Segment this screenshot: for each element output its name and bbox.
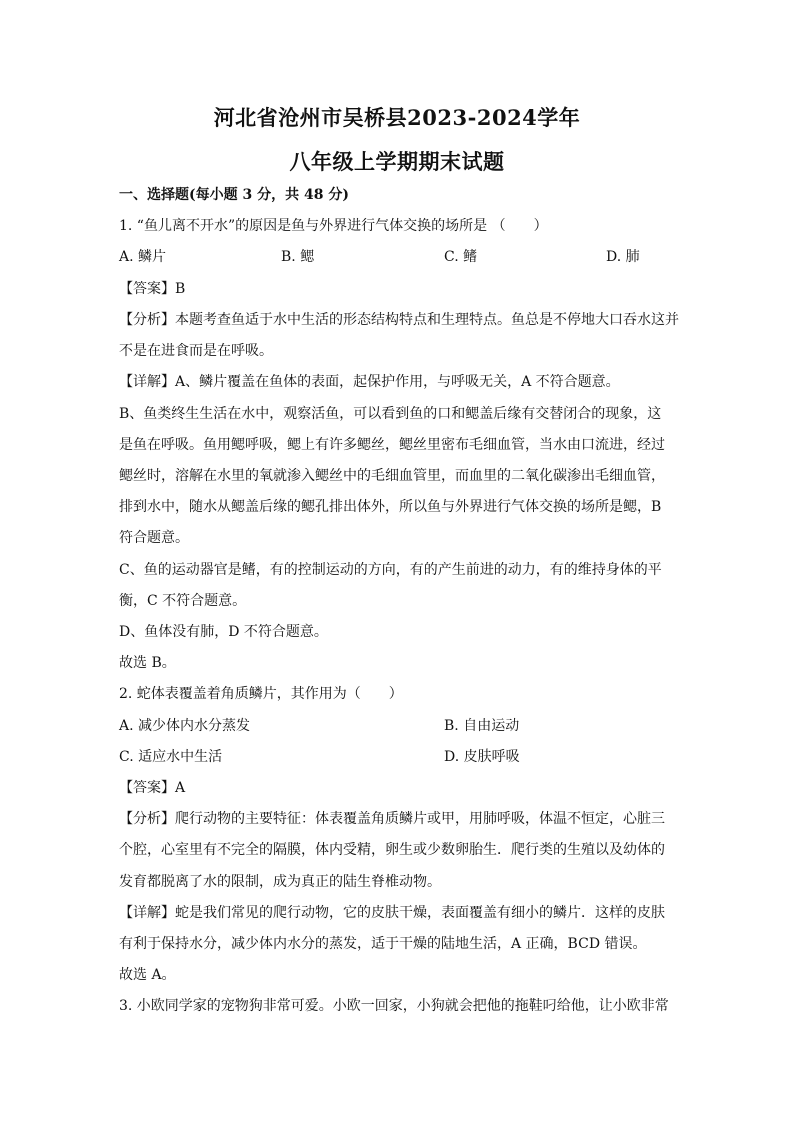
q1-analysis-line: 不是在进食而是在呼吸。 <box>119 343 273 359</box>
q2-option-c: C. 适应水中生活 <box>119 749 223 765</box>
q1-detail-line: 鳃丝时，溶解在水里的氧就渗入鳃丝中的毛细血管里，而血里的二氧化碳渗出毛细血管， <box>119 468 665 484</box>
q2-analysis-line: 【分析】爬行动物的主要特征：体表覆盖角质鳞片或甲，用肺呼吸，体温不恒定，心脏三 <box>119 811 665 827</box>
doc-title-line1: 河北省沧州市吴桥县2023-2024学年 <box>213 105 581 130</box>
q1-detail-line: 衡，C 不符合题意。 <box>119 593 247 609</box>
q1-option-a: A. 鳞片 <box>119 249 167 265</box>
q1-analysis-line: 【分析】本题考查鱼适于水中生活的形态结构特点和生理特点。鱼总是不停地大口吞水这并 <box>119 312 679 328</box>
q1-option-d: D. 肺 <box>606 249 640 265</box>
q1-detail-line: 符合题意。 <box>119 530 189 546</box>
q2-detail-line: 有利于保持水分，减少体内水分的蒸发，适于干燥的陆地生活，A 正确，BCD 错误。 <box>119 936 647 952</box>
q1-detail-line: 【详解】A、鳞片覆盖在鱼体的表面，起保护作用，与呼吸无关，A 不符合题意。 <box>119 374 620 390</box>
q2-choose: 故选 A。 <box>119 967 176 983</box>
q2-option-d: D. 皮肤呼吸 <box>444 749 520 765</box>
q2-detail-line: 【详解】蛇是我们常见的爬行动物，它的皮肤干燥，表面覆盖有细小的鳞片．这样的皮肤 <box>119 905 665 921</box>
q2-option-b: B. 自由运动 <box>444 718 520 734</box>
q1-detail-line: C、鱼的运动器官是鳍，有的控制运动的方向，有的产生前进的动力，有的维持身体的平 <box>119 562 662 578</box>
q1-answer: 【答案】B <box>119 281 186 297</box>
question-1-stem: 1. “鱼儿离不开水”的原因是鱼与外界进行气体交换的场所是 （ ） <box>119 218 548 234</box>
q1-detail-line: 排到水中，随水从鳃盖后缘的鳃孔排出体外，所以鱼与外界进行气体交换的场所是鳃，B <box>119 499 662 515</box>
q2-answer: 【答案】A <box>119 780 186 796</box>
q1-option-c: C. 鳍 <box>444 249 478 265</box>
question-2-stem: 2. 蛇体表覆盖着角质鳞片，其作用为（ ） <box>119 686 403 702</box>
question-3-stem: 3. 小欧同学家的宠物狗非常可爱。小欧一回家，小狗就会把他的拖鞋叼给他，让小欧非常 <box>119 998 669 1014</box>
doc-title-line2: 八年级上学期期末试题 <box>289 149 505 174</box>
q2-analysis-line: 个腔，心室里有不完全的隔膜，体内受精，卵生或少数卵胎生．爬行类的生殖以及幼体的 <box>119 842 665 858</box>
q1-detail-line: D、鱼体没有肺，D 不符合题意。 <box>119 624 328 640</box>
q1-choose: 故选 B。 <box>119 655 176 671</box>
q1-detail-line: B、鱼类终生生活在水中，观察活鱼，可以看到鱼的口和鳃盖后缘有交替闭合的现象，这 <box>119 406 662 422</box>
q1-option-b: B. 鳃 <box>281 249 315 265</box>
q2-option-a: A. 减少体内水分蒸发 <box>119 718 251 734</box>
q1-detail-line: 是鱼在呼吸。鱼用鳃呼吸，鳃上有许多鳃丝，鳃丝里密布毛细血管，当水由口流进，经过 <box>119 437 665 453</box>
section-heading: 一、选择题(每小题 3 分，共 48 分) <box>119 187 349 203</box>
q2-analysis-line: 发育都脱离了水的限制，成为真正的陆生脊椎动物。 <box>119 874 441 890</box>
